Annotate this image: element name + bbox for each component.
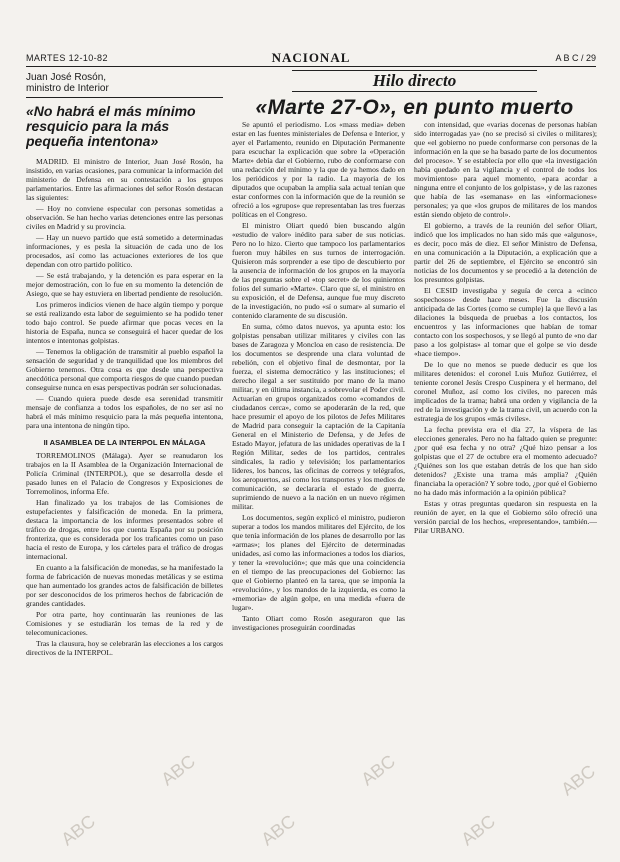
left-paragraph: Por otra parte, hoy continuarán las reuniones de las Comisiones y se estudiarán los temas de la red y de telecomunicaciones.: [26, 610, 223, 637]
left-paragraph: — Cuando quiera puede desde esa serenidad transmitir mensaje de confianza a todos los españoles, de no ser así no habrá el más mínimo resquicio para la más pequeña intentona, para una intentona de ningún tipo.: [26, 394, 223, 430]
right-column: [414, 120, 597, 820]
right-paragraph: De lo que no menos se puede deducir es que los militares detenidos: el coronel Luis Muñoz Gutiérrez, el teniente coronel Jesús Crespo Cuspinera y el hermano, del coronel Muñoz, así como los civiles, no parecen más implicados de la trama; habrá una orden y vigilancia de la red de la investigación y de la trama civil, un acuerdo con la estrategia de los grupos «más civiles».: [414, 360, 597, 423]
middle-column: [232, 120, 405, 820]
left-paragraph: TORREMOLINOS (Málaga). Ayer se reanudaron los trabajos en la II Asamblea de la Organización Internacional de Policía Criminal (INTERPOL), que se desarrolla desde el pasado lunes en el Palacio de Congresos y Exposiciones de Torremolinos, informa Efe.: [26, 451, 223, 496]
watermark: ABC: [357, 750, 399, 790]
hilo-directo-label: Hilo directo: [292, 70, 537, 92]
left-paragraph: MADRID. El ministro de Interior, Juan José Rosón, ha insistido, en varias ocasiones, para comunicar la información del ministerio de Defensa en su contestación a los grupos parlamentarios. Entre las afirmaciones del señor Rosón destacan las siguientes:: [26, 157, 223, 202]
hilo-directo-header: [232, 70, 597, 120]
right-paragraph: El CESID investigaba y seguía de cerca a «cinco sospechosos» desde hace meses. Fue la discusión anticipada de las Cortes (como se cumple) la que llevó a las dilaciones la búsqueda de pruebas a los contactos, los encuentros y las informaciones que habían de tomar contacto con los sospechosos, y se llegó al punto de «no dar paso a los golpistas» al tomar que el golpe se vio desde «hace tiempo».: [414, 286, 597, 358]
left-paragraph: Han finalizado ya los trabajos de las Comisiones de estupefacientes y falsificación de moneda. En la primera, destaca la importancia de los informes presentados sobre el tráfico de drogas, entre los que cuenta España por su posición fronteriza, que es considerada por los traficantes como un paso hacia el resto de Europa, y los cárteles para el tráfico de drogas internacional.: [26, 498, 223, 561]
main-headline: «Marte 27-O», en punto muerto: [255, 96, 574, 119]
interpol-section-title: II ASAMBLEA DE LA INTERPOL EN MÁLAGA: [43, 438, 206, 447]
right-paragraph: con intensidad, que «varias docenas de personas habían sido interrogadas ya» (no se precisó si civiles o militares); que «el gobierno no puede conformarse con personas de la información en la que se ha basado parte de los documentos del proceso». Y se establecía por ello que «la investigación había quedado en la vigilancia y el control de todos los movimientos» para aquel momento, «para acordar a ninguna entre el conjunto de los golpistas», y de las razones que había de las «semanas» en las «informaciones» personales; ya que «los grupos de militares de los mandos están siendo objeto de control».: [414, 120, 597, 219]
watermark: ABC: [157, 750, 199, 790]
watermark: ABC: [257, 810, 299, 850]
left-paragraph: — Se está trabajando, y la detención es para esperar en la mejor demostración, con lo fue en su momento la detención de Asiego, que se hay estuviera en libertad pendiente de resolución.: [26, 271, 223, 298]
left-headline: «No habrá el más mínimo resquicio para la más pequeña intentona»: [26, 103, 196, 149]
header-section: NACIONAL: [271, 50, 351, 65]
mid-paragraph: El ministro Oliart quedó bien buscando algún «estudio de valor» inédito para saber de sus noticias. Pero no lo hizo. Cierto que tampoco los parlamentarios fueron muy hábiles en sus turnos de interrogación. Quisieron más sorprender a ese tipo de descubierto por la ausencia de información de los grupos en la mayoría de las preguntas sobre el «top secret» de los quinientos folios del sumario «Marte». Claro que sí, el ministro en su exposición, el de Defensa, aunque fue muy discreto de la investigación, no pudo «sí o sumar» al sumario el contenido claramente de su discusión.: [232, 221, 405, 320]
left-column: [26, 72, 223, 782]
left-paragraph: En cuanto a la falsificación de monedas, se ha manifestado la forma de fabricación de nuevas monedas metálicas y se estima que han aumentado los grandes actos de falsificación de billetes por ser desconocidos de los primeros hechos de fabricación de grandes cantidades.: [26, 563, 223, 608]
header-page-number: A B C / 29: [555, 53, 596, 63]
left-paragraph: — Hay un nuevo partido que está sometido a determinadas informaciones, y es pesla la situación de cada uno de los procesados, así como las actuaciones exteriores de los que dependan con otro partido político.: [26, 233, 223, 269]
right-paragraph: La fecha prevista era el día 27, la víspera de las elecciones generales. Pero no ha faltado quien se pregunte: ¿por qué esa fecha y no otra? ¿Qué hizo pensar a los golpistas que el 27 de octubre era el momento adecuado? ¿Quiénes son los que estaban detrás de los que han sido detenidos? ¿Existe una trama más amplia? ¿Quién financiaba la operación? Y sobre todo, ¿por qué el Gobierno no ha dado más información a la opinión pública?: [414, 425, 597, 497]
header-date: MARTES 12-10-82: [26, 53, 108, 63]
left-paragraph: — Tenemos la obligación de transmitir al pueblo español la sensación de seguridad y de tranquilidad que los miembros del Gobierno tenemos. Otra cosa es que desde una perspectiva anecdótica personal que comporta riesgos de que cuando puedan conseguirse nunca en esas perspectivas podrán ser solucionadas.: [26, 347, 223, 392]
right-paragraph: Estas y otras preguntas quedaron sin respuesta en la reunión de ayer, en la que el Gobierno sólo ofreció una versión parcial de los hechos, «representando», también.— Pilar URBANO.: [414, 499, 597, 535]
byline-role: ministro de Interior: [26, 83, 223, 98]
mid-paragraph: Se apuntó el periodismo. Los «mass media» deben estar en las fuentes ministeriales de Defensa e Interior, y ayer el Parlamento, reunido en Diputación Permanente para escuchar la explicación que sobre la «Operación Marte» debía dar el Gobierno, rubo de conformarse con una redacción del mínimo y la que de ya hemos dado en los periódicos y por la radio. La mayoría de los diputados que ocupaban la amplia sala actual tenían que estar conformes con la información que de la reunión se ofreció a los «grupos» que representaban las tres fuerzas políticas en el Congreso.: [232, 120, 405, 219]
left-paragraph: — Hoy no conviene especular con personas sometidas a observación. Se han hecho varias detenciones entre las personas civiles en Madrid y su provincia.: [26, 204, 223, 231]
left-paragraph: Tras la clausura, hoy se celebrarán las elecciones a los cargos directivos de la INTERPOL.: [26, 639, 223, 657]
byline-name: Juan José Rosón,: [26, 72, 107, 83]
mid-paragraph: En suma, cómo datos nuevos, ya apunta esto: los golpistas pensaban utilizar militares y civiles con las bases de Zaragoza y Moncloa en caso de resistencia. De los documentos se desprende una clara voluntad de rebelión, con el objetivo final de desmontar, por la fuerza, el sistema democrático y las instituciones; el derecho ilegal a ser sustituido por mano de la mano militar, y en última instancia, a sobrevolar el Poder civil. Actuarían en grupos organizados como «comandos de ciudadanos cerca», como se apoderarán de la red, que hace presumir el apoyo de los pilotos de Jefes Militares de Madrid para conseguir la captación de la Capitanía General en el Ministerio de Defensa, y de Jefes de Estado Mayor, jefatura de las unidades operativas de la I Región Militar, sedes de los partidos, centrales sindicales, la radio y televisión; los parlamentarios líderes, los bancos, las oficinas de correos y telégrafos, los aeropuertos, así como los transportes y los medios de comunicación, se declararía el estado de guerra, suprimiendo de nuevo a la nación en un nuevo régimen militar.: [232, 322, 405, 511]
mid-paragraph: Los documentos, según explicó el ministro, pudieron superar a todos los mandos militares del Ejército, de los que tenía información de los planes de desarrollo por las «armas»; los planes del Ejército de determinadas unidades, así como las informaciones a todos los diarios, y tener la «revolución»; que más que una coincidencia en el tiempo de las preocupaciones del Gobierno: las que el Gobierno planteó en la tarea, que se imponía la «revolución», y los mandos de la izquierda, es como la «memoria» de algún golpe, en una medida «fuera de lugar».: [232, 513, 405, 612]
mid-paragraph: Tanto Oliart como Rosón aseguraron que las investigaciones proseguirán coordinadas: [232, 614, 405, 632]
watermark: ABC: [57, 810, 99, 850]
right-paragraph: El gobierno, a través de la reunión del señor Oliart, indicó que los implicados no han sido más que «algunos», es decir, poco más de diez. El señor Ministro de Defensa, en una comunicación a la Diputación, a explicación que a partir del 26 de septiembre, el Ejército se encontró sin noticias de los documentos y se procedió a la detención de los presuntos golpistas.: [414, 221, 597, 284]
watermark: ABC: [457, 810, 499, 850]
page-header: [26, 52, 596, 67]
left-paragraph: Los primeros indicios vienen de hace algún tiempo y porque se está realizando esta labor de seguimiento se ha podido tener todo bajo control. Se puede afirmar que pocas veces en la historia de España, nunca se conseguirá el hacer quedar de los intentos e intentonas golpistas.: [26, 300, 223, 345]
watermark: ABC: [557, 760, 599, 800]
